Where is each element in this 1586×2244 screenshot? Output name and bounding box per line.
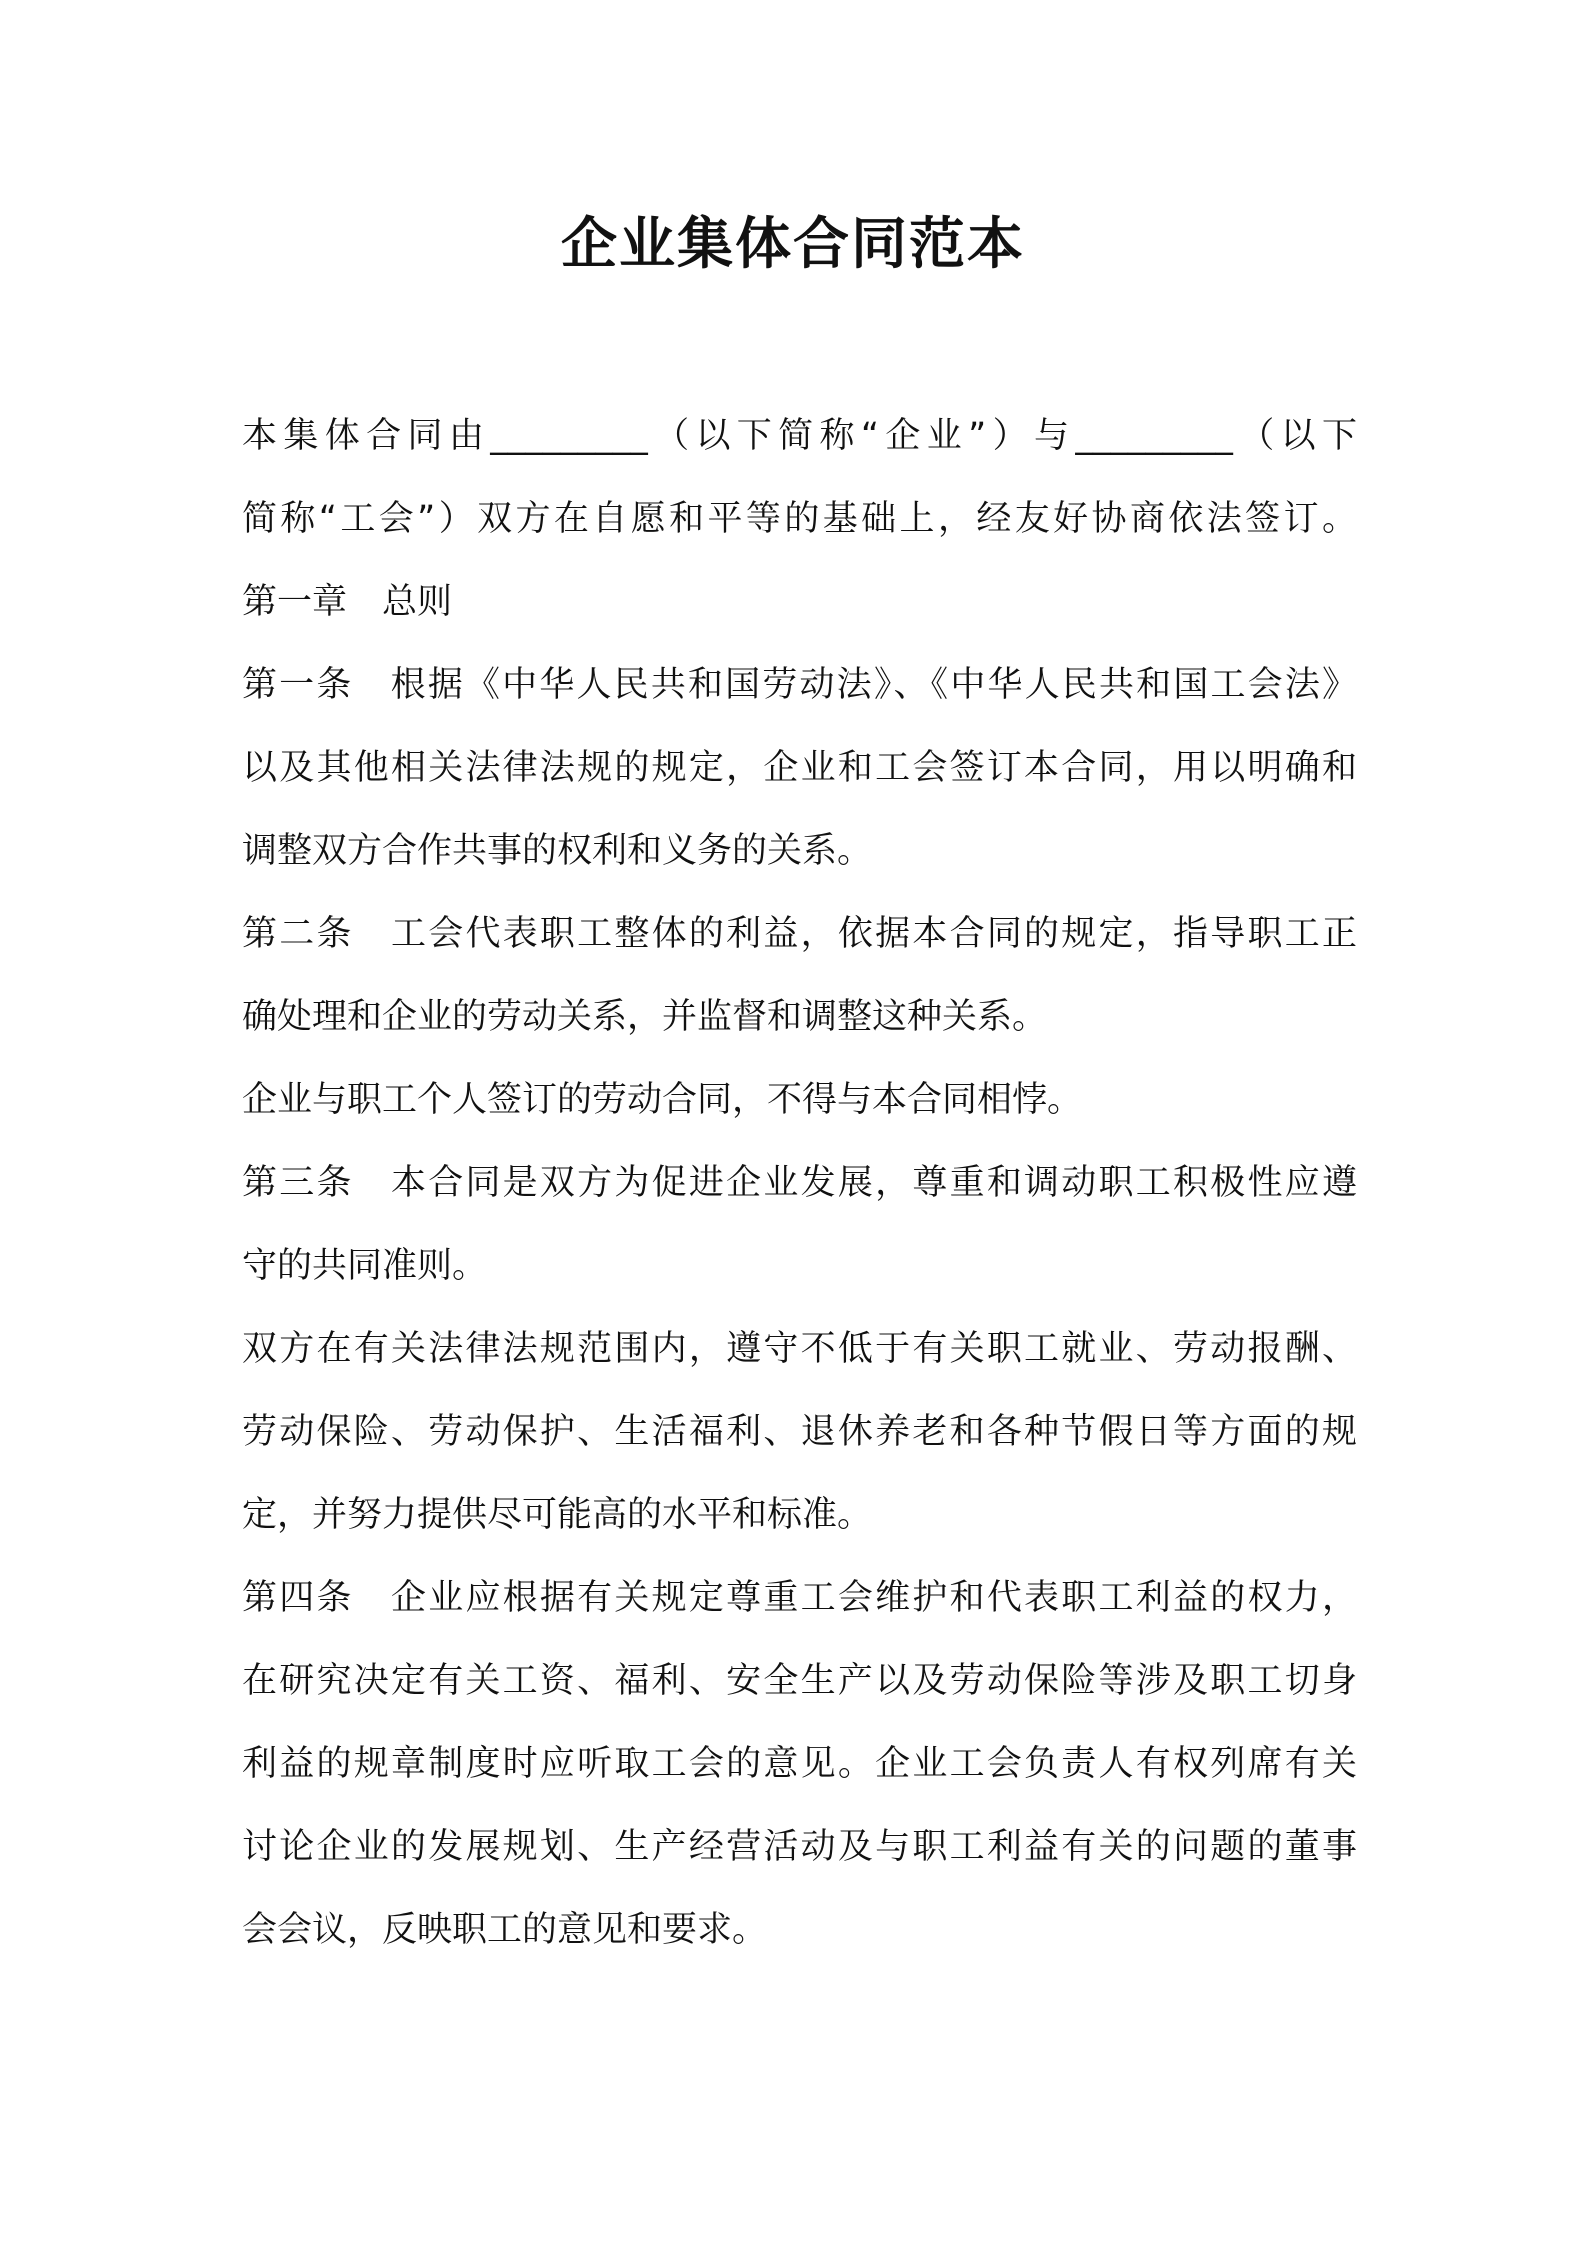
body-line: 双方在有关法律法规范围内，遵守不低于有关职工就业、劳动报酬、: [242, 1329, 1357, 1369]
body-line: 简称“工会”）双方在自愿和平等的基础上，经友好协商依法签订。: [242, 499, 1357, 539]
body-line: 第二条 工会代表职工整体的利益，依据本合同的规定，指导职工正: [242, 914, 1357, 954]
body-line: 利益的规章制度时应听取工会的意见。企业工会负责人有权列席有关: [242, 1744, 1357, 1784]
body-line: 以及其他相关法律法规的规定，企业和工会签订本合同，用以明确和: [242, 748, 1357, 788]
document-title: 企业集体合同范本: [561, 212, 1025, 277]
body-line: 企业与职工个人签订的劳动合同，不得与本合同相悖。: [242, 1080, 1083, 1120]
body-line: 确处理和企业的劳动关系，并监督和调整这种关系。: [242, 997, 1048, 1037]
body-line: 本集体合同由_________（以下简称“企业”）与_________（以下: [242, 416, 1357, 456]
document-body: [242, 395, 1357, 1972]
body-line: 定，并努力提供尽可能高的水平和标准。: [242, 1495, 873, 1535]
body-line: 调整双方合作共事的权利和义务的关系。: [242, 831, 873, 871]
body-line: 第四条 企业应根据有关规定尊重工会维护和代表职工利益的权力，: [242, 1578, 1357, 1618]
body-line: 在研究决定有关工资、福利、安全生产以及劳动保险等涉及职工切身: [242, 1661, 1357, 1701]
body-line: 第三条 本合同是双方为促进企业发展，尊重和调动职工积极性应遵: [242, 1163, 1357, 1203]
body-line: 会会议，反映职工的意见和要求。: [242, 1910, 768, 1950]
body-line: 讨论企业的发展规划、生产经营活动及与职工利益有关的问题的董事: [242, 1827, 1357, 1867]
body-line: 守的共同准则。: [242, 1246, 488, 1286]
chapter-heading: 第一章 总则: [242, 582, 453, 622]
body-line: 劳动保险、劳动保护、生活福利、退休养老和各种节假日等方面的规: [242, 1412, 1357, 1452]
body-line: 第一条 根据《中华人民共和国劳动法》、《中华人民共和国工会法》: [242, 665, 1357, 705]
